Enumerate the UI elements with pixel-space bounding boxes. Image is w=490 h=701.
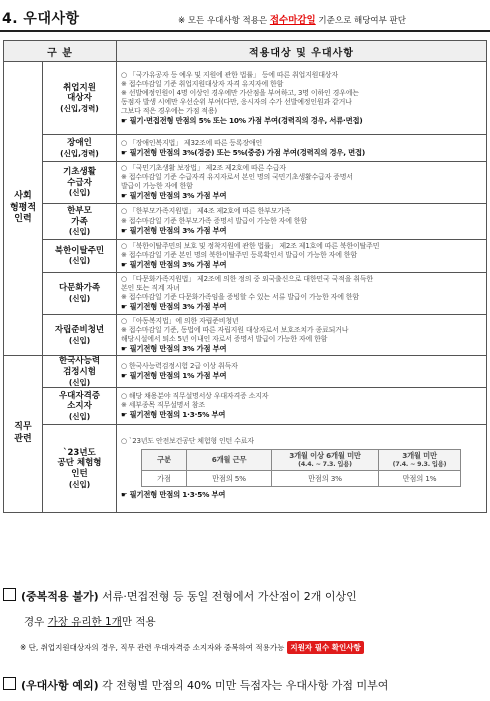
row-name-part: 자립준비청년: [54, 324, 105, 335]
intern-head-cell: 구분: [142, 450, 187, 471]
table-row: [4, 356, 487, 388]
header-target: 적용대상 및 우대사항: [117, 41, 487, 62]
row-name-cell: [43, 387, 117, 424]
description-line: ○ 「다문화가족지원법」 제2조에 의한 정의 중 외국출신으로 대한민국 국적을 취득한: [121, 274, 373, 283]
checkbox-square-icon: [3, 677, 16, 690]
description-line: ○ 「국민기초생활 보장법」 제2조 제2호에 따른 수급자: [121, 164, 286, 172]
row-name-part: 취업지원: [63, 82, 96, 93]
description-line: ○ `23년도 안전보건공단 체험형 인턴 수료자: [121, 437, 254, 446]
row-name-part: 기초생활: [63, 167, 96, 178]
row-description-cell: [117, 424, 487, 512]
row-description-cell: [117, 239, 487, 272]
description-line: ☛ 필기전형 만점의 3% 가점 부여: [121, 343, 227, 353]
row-name-cell: [43, 135, 117, 162]
required-check-badge: 지원자 필수 확인사항: [287, 641, 363, 654]
row-name-part: 다문화가족: [58, 283, 101, 294]
row-name-part: (신입): [68, 411, 91, 421]
description-line: ☛ 필기전형 만점의 1·3·5% 부여: [121, 410, 226, 420]
title-rule: [0, 30, 490, 32]
row-name-part: (신입): [68, 293, 91, 303]
description-line: ※ 접수마감일 기준 수급자격 유지자로서 본인 명의 국민기초생활수급자 증명서: [121, 173, 353, 182]
intern-cell: 만점의 1%: [379, 471, 461, 487]
description-line: ※ 접수마감일 기준 본인 명의 북한이탈주민 등록확인서 발급이 가능한 자에 한함: [121, 251, 357, 260]
description-line: ※ 세부종목 직무설명서 참조: [121, 401, 205, 410]
intern-head-cell: 3개월 미만 (7.4. ~ 9.3. 입용): [379, 450, 461, 471]
description-line: ☛ 필기·면접전형 만점의 5% 또는 10% 가점 부여(경력직의 경우, 서류·면접): [121, 115, 363, 125]
row-name-part: (신입,경력): [60, 148, 99, 158]
row-name-part: 북한이탈주민: [54, 245, 105, 256]
description-line: 그보다 적은 경우에는 가점 적용): [121, 106, 217, 115]
section-title: 4. 우대사항: [2, 11, 80, 27]
intern-table-header: [142, 450, 461, 471]
table-header-row: [4, 41, 487, 62]
deadline-highlight: 접수마감일: [269, 15, 316, 26]
row-description-cell: [117, 162, 487, 204]
description-line: ※ 접수마감일 기준 취업지원대상자 자격 유지자에 한함: [121, 79, 284, 88]
row-description-cell: [117, 314, 487, 356]
description-line: 해당시설에서 퇴소 5년 이내인 자로서 증명서 발급이 가능한 자에 한함: [121, 334, 328, 343]
job-category-cell: [4, 356, 43, 513]
footer-note: ※ 단, 취업지원대상자의 경우, 직무 관련 우대자격증 소지자와 중복하여 적용가능 지원자 필수 확인사항: [20, 641, 364, 654]
description-line: ☛ 필기전형 만점의 3% 가점 부여: [121, 302, 227, 312]
category-label: 관련: [14, 434, 32, 445]
description-line: ☛ 필기전형 만점의 3% 가점 부여: [121, 191, 227, 201]
footer-duplicate-line2: 경우 가장 유리한 1개만 적용: [24, 616, 156, 628]
table-row: [4, 272, 487, 314]
intern-cell: 만점의 3%: [272, 471, 379, 487]
description-line: ※ 선발예정인원이 4명 이상인 경우에만 가산점을 부여하고, 3명 이하인 경우에는: [121, 88, 359, 97]
row-name-part: 수급자: [67, 177, 92, 188]
row-name-part: (신입): [68, 188, 91, 198]
description-line: ※ 접수마감일 기준 한부모가족 증명서 발급이 가능한 자에 한함: [121, 216, 307, 225]
header-category: 구 분: [4, 41, 117, 62]
intern-cell: 가점: [142, 471, 187, 487]
description-line: ☛ 필기전형 만점의 3% 가점 부여: [121, 260, 227, 270]
intern-head-cell: 6개월 근무: [187, 450, 272, 471]
row-name-part: 장애인: [67, 138, 92, 148]
row-name-cell: [43, 272, 117, 314]
description-line: ※ 접수마감일 기준, 동법에 따른 자립지원 대상자로서 보호조치가 종료되거나: [121, 325, 349, 334]
table-row: [4, 62, 487, 135]
category-label: 인력: [14, 214, 32, 225]
intern-bonus-table: [141, 449, 461, 487]
row-name-part: 소지자: [67, 401, 92, 412]
footer-duplicate: (중복적용 불가) 서류·면접전형 등 동일 전형에서 가산점이 2개 이상인: [3, 588, 357, 604]
description-line: ○ 「국가유공자 등 예우 및 지원에 관한 법률」 등에 따른 취업지원대상자: [121, 70, 338, 79]
description-line: ☛ 필기전형 만점의 3% 가점 부여: [121, 225, 227, 235]
intern-cell: 만점의 5%: [187, 471, 272, 487]
row-name-part: 대상자: [67, 93, 92, 104]
description-line: ○ 「아동복지법」에 의한 자립준비청년: [121, 316, 239, 325]
row-description-cell: [117, 387, 487, 424]
category-label: 직무: [14, 422, 32, 433]
row-name-part: (신입): [68, 479, 91, 489]
row-description-cell: [117, 356, 487, 388]
row-name-part: 공단 체험형: [57, 458, 102, 469]
description-line: 발급이 가능한 자에 한함: [121, 182, 193, 191]
table-row: [4, 239, 487, 272]
row-name-part: (신입): [68, 227, 91, 237]
row-name-part: 우대자격증: [58, 390, 101, 401]
description-line: ※ 접수마감일 기준 다문화가족임을 증빙할 수 있는 서류 발급이 가능한 자에 한함: [121, 292, 359, 301]
preference-table: [3, 40, 487, 513]
intern-head-cell: 3개월 이상 6개월 미만 (4.4. ~ 7.3. 입용): [272, 450, 379, 471]
row-description-cell: [117, 203, 487, 239]
section-note: ※ 모든 우대사항 적용은 접수마감일 기준으로 해당여부 판단: [178, 15, 406, 26]
table-row: [4, 387, 487, 424]
row-name-cell: [43, 424, 117, 512]
description-line: ☛ 필기전형 만점의 3%(경증) 또는 5%(중증) 가점 부여(경력직의 경우, 면접): [121, 147, 365, 157]
table-row: [4, 162, 487, 204]
category-label: 형평적: [9, 202, 37, 213]
footer-exception: (우대사항 예외) 각 전형별 만점의 40% 미만 득점자는 우대사항 가점 미부여: [3, 677, 388, 693]
row-name-part: 가족: [71, 216, 88, 227]
description-line: ○ 「북한이탈주민의 보호 및 정착지원에 관한 법률」 제2조 제1호에 따른 북한이탈주민: [121, 241, 380, 250]
row-name-part: 한국사능력: [58, 356, 101, 367]
row-name-part: 검정시험: [63, 366, 96, 377]
social-category-cell: [4, 62, 43, 356]
section-header: [0, 6, 490, 30]
description-line: ☛ 필기전형 만점의 1·3·5% 부여: [121, 490, 226, 500]
intern-table-row: [142, 471, 461, 487]
row-name-cell: [43, 162, 117, 204]
row-name-cell: [43, 356, 117, 388]
description-line: ○ 「장애인복지법」 제32조에 따른 등록장애인: [121, 138, 263, 147]
description-line: ○ 「한부모가족지원법」 제4조 제2호에 따른 한부모가족: [121, 207, 291, 216]
table-row: [4, 424, 487, 512]
row-name-part: (신입,경력): [60, 103, 99, 113]
row-name-cell: [43, 203, 117, 239]
description-line: 본인 또는 직계 자녀: [121, 283, 180, 292]
row-name-cell: [43, 62, 117, 135]
row-name-part: (신입): [68, 377, 91, 387]
row-name-part: 인턴: [71, 469, 88, 480]
row-description-cell: [117, 62, 487, 135]
description-line: 동점자 발생 시에만 우선순위 부여(다만, 응시자의 수가 선발예정인원과 같거나: [121, 97, 352, 106]
row-name-part: (신입): [68, 256, 91, 266]
row-name-part: 한부모: [67, 205, 92, 216]
row-name-part: (신입): [68, 335, 91, 345]
category-label: 사회: [14, 191, 32, 202]
checkbox-square-icon: [3, 588, 16, 601]
row-name-cell: [43, 314, 117, 356]
table-row: [4, 203, 487, 239]
table-row: [4, 314, 487, 356]
description-line: ○ 해당 채용분야 직무설명서상 우대자격증 소지자: [121, 392, 269, 401]
row-description-cell: [117, 272, 487, 314]
description-line: ○ 한국사능력검정시험 2급 이상 취득자: [121, 362, 238, 371]
description-line: ☛ 필기전형 만점의 1% 가점 부여: [121, 371, 227, 381]
row-name-part: `23년도: [63, 447, 96, 458]
table-row: [4, 135, 487, 162]
row-description-cell: [117, 135, 487, 162]
row-name-cell: [43, 239, 117, 272]
